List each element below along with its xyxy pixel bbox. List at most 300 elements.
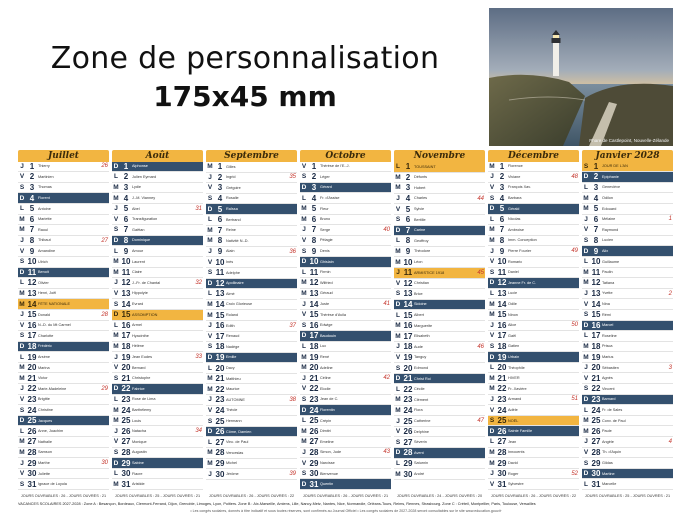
day-letter: S [207, 417, 213, 425]
day-letter: S [301, 173, 307, 181]
day-number: 22 [309, 384, 319, 394]
day-number: 29 [497, 458, 507, 468]
month-column [206, 150, 297, 490]
saint-name: Ambroise [508, 227, 525, 232]
saint-name: Denis [320, 249, 330, 254]
day-letter: V [301, 237, 307, 245]
day-number: 19 [27, 352, 37, 362]
saint-name: Urbain [508, 354, 520, 359]
saint-name: JOUR DE L'AN [602, 164, 628, 169]
day-row [488, 225, 579, 236]
day-row [206, 183, 297, 194]
month-column [394, 150, 485, 490]
day-letter: J [208, 396, 212, 404]
saint-name: Pierre Fourier [508, 249, 532, 254]
day-letter: L [114, 395, 118, 403]
saint-name: Michel [226, 461, 237, 466]
day-letter: V [583, 374, 589, 382]
day-number: 18 [591, 341, 601, 351]
month-column [300, 150, 391, 490]
day-letter: V [301, 459, 307, 467]
day-row [582, 299, 673, 310]
day-number: 17 [309, 331, 319, 341]
day-number: 14 [309, 299, 319, 309]
day-letter: S [489, 417, 495, 425]
day-row [18, 342, 109, 353]
day-row [582, 437, 673, 448]
saint-name: Matthieu [226, 376, 241, 381]
day-letter: S [301, 395, 307, 403]
saint-name: Odile [508, 302, 517, 306]
day-number: 21 [591, 373, 601, 383]
day-row [206, 289, 297, 300]
saint-name: Davy [226, 365, 235, 370]
day-row [582, 363, 673, 374]
saint-name: Alice [508, 323, 517, 328]
saint-name: Claire [132, 270, 142, 275]
day-letter: V [489, 184, 495, 192]
day-letter: S [19, 258, 25, 266]
day-number: 10 [309, 257, 319, 267]
saint-name: Thibaut [38, 238, 51, 243]
day-number: 20 [27, 363, 37, 373]
day-number: 14 [121, 299, 131, 309]
saint-name: Marina [38, 365, 50, 370]
day-letter: D [489, 353, 495, 361]
day-number: 27 [309, 437, 319, 447]
saint-name: Donald [38, 312, 51, 317]
week-number: 52 [571, 470, 578, 477]
day-row [206, 321, 297, 332]
saint-name: Monique [132, 439, 147, 444]
day-letter: J [20, 311, 24, 319]
day-letter: M [207, 163, 213, 171]
day-number: 10 [403, 257, 413, 267]
day-letter: L [396, 385, 400, 393]
day-letter: V [583, 226, 589, 234]
day-letter: D [113, 459, 119, 467]
day-number: 5 [29, 204, 35, 214]
saint-name: Barnard [602, 397, 616, 402]
day-row [112, 352, 203, 363]
day-row [18, 246, 109, 257]
day-row [300, 405, 391, 416]
day-row [488, 373, 579, 384]
day-number: 22 [403, 384, 413, 394]
day-row [300, 236, 391, 247]
saint-name: Thierry [38, 164, 50, 169]
school-holidays-note: VACANCES SCOLAIRES 2027-2028 : Zone A : Besançon, Bordeaux, Clermont-Ferrand, Dijon, Grenoble, Limoges, Lyon, Poitiers. Zone B : Aix-Marseille, Amiens, Lille, Nancy-Metz, Nantes, Nice, Normandie, Orléans-Tours, Reims, Rennes, Strasbourg. Zone C : Créteil, Montpellier, Paris, Toulouse, Versailles [18, 502, 536, 506]
day-row [582, 183, 673, 194]
day-number: 8 [499, 236, 505, 246]
day-number: 17 [215, 331, 225, 341]
week-number: 32 [195, 279, 202, 286]
day-number: 19 [309, 352, 319, 362]
day-row [18, 405, 109, 416]
day-letter: S [207, 269, 213, 277]
day-row [300, 479, 391, 490]
day-number: 30 [215, 469, 225, 479]
day-row [582, 321, 673, 332]
saint-name: Saturnin [414, 461, 429, 466]
saint-name: Adeline [320, 365, 333, 370]
day-letter: J [490, 247, 494, 255]
day-letter: S [113, 374, 119, 382]
saint-name: Jeanne Fr. de C. [508, 280, 537, 285]
saint-name: Carine [414, 228, 426, 233]
day-row [112, 172, 203, 183]
day-number: 1 [29, 161, 35, 171]
saint-name: Benoit [38, 270, 49, 275]
day-number: 18 [309, 341, 319, 351]
saint-name: Frédéric [38, 344, 52, 349]
day-row [300, 448, 391, 459]
day-letter: M [489, 311, 495, 319]
day-number: 30 [27, 469, 37, 479]
day-number: 24 [497, 405, 507, 415]
day-row [18, 236, 109, 247]
day-row [582, 268, 673, 279]
saint-name: Bernard [132, 365, 146, 370]
saint-name: Catherine [414, 418, 431, 423]
saint-name: Jérôme [226, 471, 239, 476]
day-number: 5 [405, 204, 411, 214]
day-number: 3 [217, 183, 223, 193]
saint-name: Rosalie [226, 196, 239, 201]
saint-name: Sainte Famille [508, 429, 533, 434]
day-number: 2 [593, 172, 599, 182]
worked-days-row [18, 494, 674, 502]
saint-name: Amour [132, 249, 144, 254]
day-number: 4 [123, 193, 129, 203]
week-number: 29 [101, 385, 108, 392]
day-row [300, 437, 391, 448]
day-letter: M [395, 332, 401, 340]
saint-name: Alain [226, 249, 235, 254]
day-number: 21 [215, 374, 225, 384]
day-row [112, 236, 203, 247]
day-row [112, 342, 203, 353]
day-letter: L [114, 321, 118, 329]
day-row [300, 426, 391, 437]
day-row [488, 289, 579, 300]
day-row [206, 236, 297, 247]
day-letter: V [113, 215, 119, 223]
day-row [582, 479, 673, 490]
day-number: 13 [121, 289, 131, 299]
week-number: 33 [195, 354, 202, 361]
saint-name: Christine [38, 407, 53, 412]
day-letter: J [114, 205, 118, 213]
day-number: 25 [591, 416, 601, 426]
worked-days-label: JOURS OUVRABLES : 26 - JOURS OUVRÉS : 22 [490, 494, 577, 498]
saint-name: Hubert [414, 185, 426, 190]
saint-name: Alix [602, 249, 609, 254]
day-letter: M [207, 237, 213, 245]
day-letter: M [19, 374, 25, 382]
day-number: 20 [497, 363, 507, 373]
day-row [206, 215, 297, 226]
worked-days-label: JOURS OUVRABLES : 25 - JOURS OUVRÉS : 21 [584, 494, 671, 498]
day-number: 4 [499, 193, 505, 203]
month-name: Juillet [48, 150, 79, 161]
day-row [206, 204, 297, 215]
day-row [394, 395, 485, 406]
week-number: 30 [101, 460, 108, 467]
day-row [300, 299, 391, 310]
day-row [582, 225, 673, 236]
day-number: 21 [497, 373, 507, 383]
saint-name: Jacques [38, 418, 53, 423]
saint-name: Aude [414, 344, 423, 349]
saint-name: Armand [508, 397, 522, 402]
day-number: 1 [311, 161, 317, 171]
day-row [488, 352, 579, 363]
day-row [394, 437, 485, 448]
day-row [488, 299, 579, 310]
day-row [300, 458, 391, 469]
day-letter: L [114, 173, 118, 181]
day-letter: D [583, 395, 589, 403]
day-letter: J [490, 470, 494, 478]
saint-name: David [508, 460, 518, 465]
week-number: 38 [289, 396, 296, 403]
day-row [112, 183, 203, 194]
disclaimer-note: • Les congés scolaires, donnés à titre indicatif et sous toutes réserves, sont confirmés au Journal Officiel • Les congés scolaires de 2027-2028 seront consultables sur le site www.education.gouv.fr [190, 509, 502, 513]
month-header [18, 150, 109, 162]
saint-name: Nicolas [508, 217, 521, 222]
saint-name: Firmin [320, 270, 331, 275]
day-number: 11 [497, 267, 507, 277]
day-letter: M [489, 374, 495, 382]
day-letter: M [301, 215, 307, 223]
saint-name: Mélaine [602, 217, 616, 222]
month-name: Novembre [413, 151, 466, 161]
day-number: 7 [217, 225, 223, 235]
saint-name: Croix Glorieuse [226, 302, 253, 307]
day-number: 8 [29, 236, 35, 246]
day-row [582, 405, 673, 416]
day-row [112, 384, 203, 395]
day-letter: J [114, 353, 118, 361]
day-row [488, 215, 579, 226]
month-header [488, 150, 579, 162]
saint-name: Julien Eymard [132, 174, 157, 179]
day-number: 17 [27, 331, 37, 341]
day-row [394, 427, 485, 438]
day-letter: M [301, 279, 307, 287]
day-row [112, 204, 203, 215]
saint-name: Transfiguration [132, 217, 158, 222]
day-letter: D [583, 470, 589, 478]
day-row [488, 384, 579, 395]
day-row [300, 331, 391, 342]
day-number: 11 [121, 267, 131, 277]
day-number: 27 [591, 437, 601, 447]
day-letter: V [207, 332, 213, 340]
day-letter: S [113, 448, 119, 456]
day-number: 2 [311, 172, 317, 182]
week-number: 51 [571, 396, 578, 403]
saint-name: Th. d'Aquin [602, 450, 622, 455]
day-number: 21 [403, 374, 413, 384]
day-number: 26 [27, 426, 37, 436]
day-row [300, 469, 391, 480]
day-row [488, 268, 579, 279]
day-number: 12 [215, 278, 225, 288]
week-number: 4 [668, 438, 672, 445]
saint-name: Gaël [508, 333, 517, 338]
day-letter: V [583, 300, 589, 308]
saint-name: Thérèse d'Avila [320, 312, 346, 317]
day-row [18, 469, 109, 480]
day-letter: J [584, 290, 588, 298]
day-number: 9 [405, 247, 411, 257]
day-row [300, 215, 391, 226]
day-letter: J [396, 343, 400, 351]
saint-name: Flora [414, 408, 423, 413]
month-header [394, 150, 485, 162]
day-row [488, 437, 579, 448]
day-number: 25 [497, 416, 507, 426]
day-letter: M [301, 290, 307, 298]
day-letter: L [490, 215, 494, 223]
day-row [112, 363, 203, 374]
day-number: 30 [403, 469, 413, 479]
day-letter: D [583, 247, 589, 255]
day-number: 25 [215, 416, 225, 426]
saint-name: Thérèse de l'E.-J. [320, 164, 350, 169]
day-number: 26 [309, 426, 319, 436]
day-row [206, 448, 297, 459]
day-number: 1 [217, 162, 223, 172]
day-number: 23 [309, 394, 319, 404]
saint-name: Gatien [508, 344, 520, 349]
day-letter: L [20, 279, 24, 287]
saint-name: Reine [226, 228, 236, 233]
day-row [112, 278, 203, 289]
saint-name: Marguerite [414, 323, 433, 328]
week-number: 43 [383, 449, 390, 456]
saint-name: Amandine [38, 249, 56, 254]
saint-name: Simon, Jude [320, 450, 342, 455]
day-letter: S [301, 470, 307, 478]
months-grid [18, 150, 676, 490]
day-letter: L [490, 438, 494, 446]
day-number: 3 [311, 183, 317, 193]
day-number: 12 [591, 278, 601, 288]
day-row [394, 289, 485, 300]
day-letter: M [583, 268, 589, 276]
day-number: 26 [591, 426, 601, 436]
saint-name: Dominique [132, 238, 151, 243]
saint-name: François Xav. [508, 185, 531, 190]
day-row [206, 162, 297, 173]
day-row [18, 172, 109, 183]
day-letter: J [584, 364, 588, 372]
day-number: 10 [27, 257, 37, 267]
day-row [488, 310, 579, 321]
saint-name: Vincent [602, 386, 615, 391]
day-row [582, 193, 673, 204]
day-row [18, 416, 109, 427]
saint-name: Antoine [38, 206, 51, 211]
saint-name: Roland [226, 313, 239, 317]
day-number: 7 [499, 225, 505, 235]
day-letter: D [395, 375, 401, 383]
day-letter: J [396, 195, 400, 203]
saint-name: Nativité N.-D. [226, 238, 249, 243]
day-letter: M [113, 184, 119, 192]
saint-name: Inès [226, 260, 234, 265]
saint-name: Séverin [414, 440, 427, 445]
day-number: 10 [591, 257, 601, 267]
day-number: 15 [309, 310, 319, 320]
saint-name: Rémi [602, 312, 611, 317]
saint-name: Laurent [132, 259, 145, 264]
day-letter: M [113, 268, 119, 276]
day-number: 25 [309, 416, 319, 426]
day-list [394, 162, 485, 480]
day-number: 29 [309, 458, 319, 468]
saint-name: Jean Eudes [132, 354, 153, 359]
day-letter: M [583, 353, 589, 361]
saint-name: Charlotte [38, 333, 54, 338]
day-letter: M [583, 417, 589, 425]
day-letter: D [19, 417, 25, 425]
day-number: 29 [215, 458, 225, 468]
day-number: 27 [215, 437, 225, 447]
day-number: 12 [403, 278, 413, 288]
week-number: 2 [668, 290, 672, 297]
day-number: 9 [311, 246, 317, 256]
day-letter: D [207, 279, 213, 287]
day-number: 27 [121, 437, 131, 447]
day-row [488, 278, 579, 289]
day-letter: L [20, 427, 24, 435]
day-letter: D [113, 237, 119, 245]
day-row [582, 416, 673, 427]
day-letter: L [490, 290, 494, 298]
saint-name: Tanguy [414, 355, 427, 360]
day-letter: S [395, 290, 401, 298]
saint-name: René [320, 354, 330, 359]
day-letter: M [395, 406, 401, 414]
saint-name: Hélène [132, 344, 145, 349]
day-number: 13 [403, 289, 413, 299]
day-row [488, 469, 579, 480]
day-number: 5 [311, 204, 317, 214]
day-row [582, 469, 673, 480]
day-list [488, 162, 579, 490]
day-number: 23 [497, 394, 507, 404]
day-row [18, 352, 109, 363]
week-number: 46 [477, 343, 484, 350]
day-row [300, 395, 391, 406]
saint-name: Adèle [508, 407, 518, 412]
saint-name: Hyacinthe [132, 333, 149, 338]
day-number: 8 [593, 236, 599, 246]
day-letter: M [489, 162, 495, 170]
day-row [582, 215, 673, 226]
day-letter: V [395, 353, 401, 361]
day-number: 18 [215, 342, 225, 352]
saint-name: Bienvenue [320, 471, 338, 476]
saint-name: Raymond [602, 227, 619, 232]
day-list [582, 162, 673, 490]
day-letter: J [114, 427, 118, 435]
saint-name: Fr. de Sales [602, 407, 623, 412]
